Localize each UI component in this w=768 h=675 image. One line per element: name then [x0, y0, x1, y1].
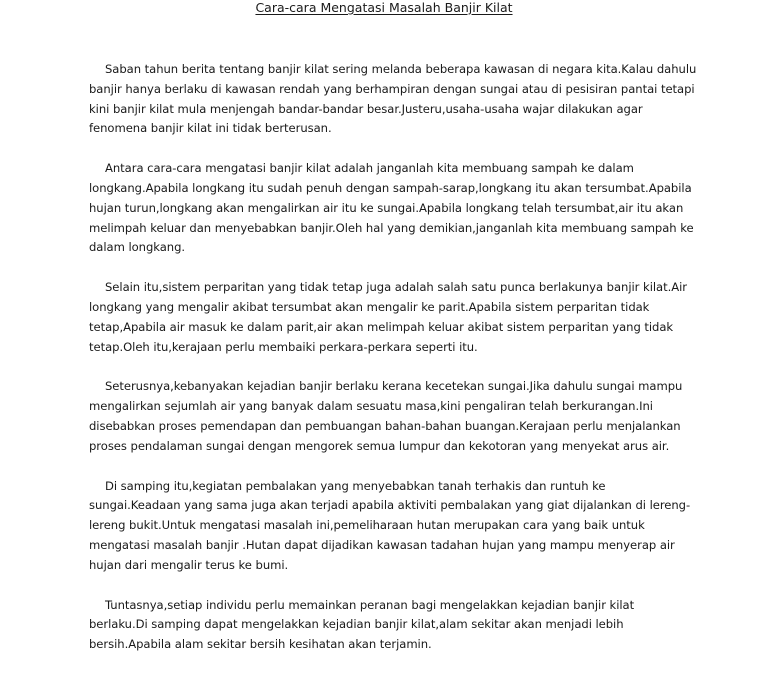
text-line: proses pendalaman sungai dengan mengorek semua lumpur dan kekotoran yang menyekat arus air. [89, 438, 670, 453]
text-line: banjir hanya berlaku di kawasan rendah yang berhampiran dengan sungai atau di pesisiran pantai tetapi [89, 81, 695, 96]
text-line: tetap,Apabila air masuk ke dalam parit,air akan melimpah keluar akibat sistem perparitan yang tidak [89, 319, 674, 334]
text-line: melimpah keluar dan menyebabkan banjir.Oleh hal yang demikian,janganlah kita membuang sampah ke [89, 220, 694, 235]
paragraph-river [89, 377, 689, 456]
text-line: longkang yang mengalir akibat tersumbat akan mengalir ke parit.Apabila sistem perparitan tidak [89, 299, 650, 314]
document-body [89, 60, 697, 675]
paragraph-rubbish [89, 159, 694, 258]
text-line: tetap.Oleh itu,kerajaan perlu membaiki perkara-perkara seperti itu. [89, 339, 478, 354]
paragraph-drainage [89, 278, 689, 357]
text-line: dalam longkang. [89, 240, 186, 255]
text-line: lereng bukit.Untuk mengatasi masalah ini,pemeliharaan hutan merupakan cara yang baik untuk [89, 518, 645, 533]
text-line: Antara cara-cara mengatasi banjir kilat adalah janganlah kita membuang sampah ke dalam [105, 161, 634, 176]
text-line: kini banjir kilat mula menjengah bandar-bandar besar.Justeru,usaha-usaha wajar dilakukan agar [89, 101, 643, 116]
text-line: Selain itu,sistem perparitan yang tidak tetap juga adalah salah satu punca berlakunya banjir kilat.Air [105, 280, 687, 295]
text-line: mengalirkan sejumlah air yang banyak dalam sesuatu masa,kini pengaliran telah berkurangan.Ini [89, 399, 653, 414]
text-line: berlaku.Di samping dapat mengelakkan kejadian banjir kilat,alam sekitar akan menjadi lebih [89, 617, 624, 632]
text-line: Tuntasnya,setiap individu perlu memainkan peranan bagi mengelakkan kejadian banjir kilat [105, 597, 635, 612]
text-line: mengatasi masalah banjir .Hutan dapat dijadikan kawasan tadahan hujan yang mampu menyerap air [89, 537, 675, 552]
paragraph-logging [89, 477, 689, 576]
paragraph-intro [89, 60, 697, 139]
text-line: Seterusnya,kebanyakan kejadian banjir berlaku kerana kecetekan sungai.Jika dahulu sungai mampu [105, 379, 683, 394]
text-line: Saban tahun berita tentang banjir kilat sering melanda beberapa kawasan di negara kita.Kalau dahulu [105, 62, 697, 76]
text-line: longkang.Apabila longkang itu sudah penuh dengan sampah-sarap,longkang itu akan tersumbat.Apabila [89, 180, 692, 195]
text-line: disebabkan proses pemendapan dan pembuangan bahan-bahan buangan.Kerajaan perlu menjalankan [89, 418, 681, 433]
text-line: hujan turun,longkang akan mengalirkan air itu ke sungai.Apabila longkang telah tersumbat,air itu akan [89, 200, 684, 215]
text-line: fenomena banjir kilat ini tidak berterusan. [89, 121, 332, 136]
document-title: Cara-cara Mengatasi Masalah Banjir Kilat [255, 0, 513, 15]
paragraph-conclusion [89, 596, 689, 655]
text-line: hujan dari mengalir terus ke bumi. [89, 557, 289, 572]
text-line: sungai.Keadaan yang sama juga akan terjadi apabila aktiviti pembalakan yang giat dijalankan di lereng- [89, 498, 691, 513]
text-line: Di samping itu,kegiatan pembalakan yang menyebabkan tanah terhakis dan runtuh ke [105, 478, 606, 493]
text-line: bersih.Apabila alam sekitar bersih kesihatan akan terjamin. [89, 637, 432, 652]
